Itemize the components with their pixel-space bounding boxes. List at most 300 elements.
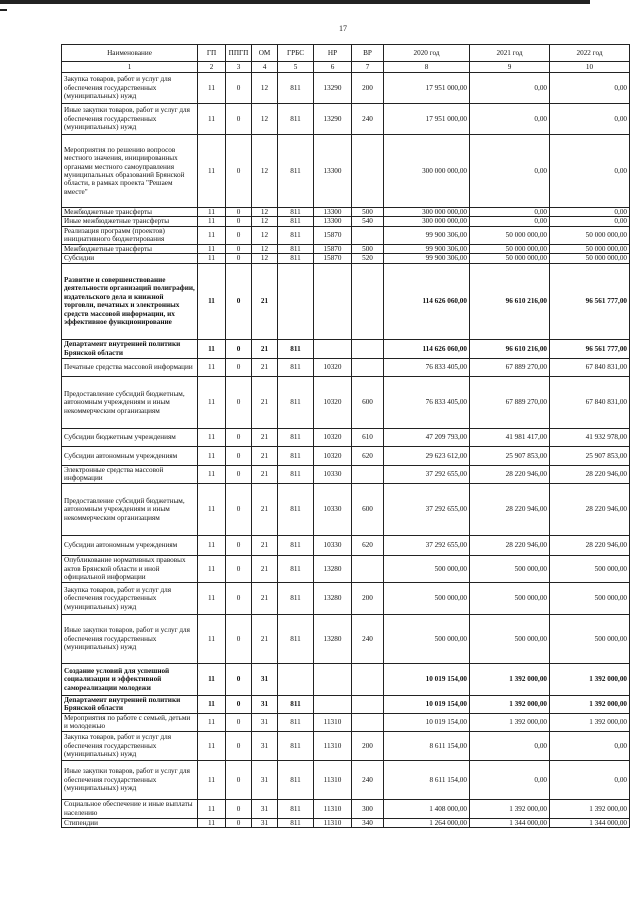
header-index-cell: 3 [226, 62, 252, 73]
row-ppgp-cell: 0 [226, 358, 252, 376]
row-grbs-cell: 811 [278, 339, 314, 358]
row-ppgp-cell: 0 [226, 226, 252, 244]
row-grbs-cell: 811 [278, 446, 314, 465]
row-name-cell: Иные межбюджетные трансферты [62, 217, 198, 226]
row-vr-cell [352, 555, 384, 582]
row-name-cell: Стипендии [62, 818, 198, 827]
row-ppgp-cell: 0 [226, 483, 252, 535]
row-name-cell: Иные закупки товаров, работ и услуг для обеспечения государственных (муниципальных) нужд [62, 104, 198, 135]
row-ppgp-cell: 0 [226, 244, 252, 253]
row-ppgp-cell: 0 [226, 555, 252, 582]
row-om-cell: 12 [252, 104, 278, 135]
row-2020-cell: 17 951 000,00 [384, 73, 470, 104]
row-ppgp-cell: 0 [226, 818, 252, 827]
header-name: Наименование [62, 45, 198, 62]
row-gp-cell: 11 [198, 208, 226, 217]
row-2020-cell: 37 292 655,00 [384, 465, 470, 483]
table-row [62, 135, 630, 208]
row-vr-cell [352, 663, 384, 695]
row-2021-cell: 67 889 270,00 [470, 376, 550, 428]
row-om-cell: 12 [252, 254, 278, 263]
row-name-cell: Электронные средства массовой информации [62, 465, 198, 483]
row-nr-cell [314, 339, 352, 358]
row-gp-cell: 11 [198, 226, 226, 244]
row-grbs-cell: 811 [278, 799, 314, 818]
row-om-cell: 21 [252, 263, 278, 339]
row-grbs-cell: 811 [278, 254, 314, 263]
row-2022-cell: 500 000,00 [550, 555, 630, 582]
row-grbs-cell: 811 [278, 713, 314, 731]
row-om-cell: 31 [252, 799, 278, 818]
row-name-cell: Печатные средства массовой информации [62, 358, 198, 376]
table-header-row [62, 45, 630, 62]
table-row [62, 760, 630, 799]
row-grbs-cell: 811 [278, 217, 314, 226]
row-name-cell: Предоставление субсидий бюджетным, автономным учреждениям и иным некоммерческим организациям [62, 483, 198, 535]
row-nr-cell: 13290 [314, 104, 352, 135]
row-vr-cell: 240 [352, 760, 384, 799]
table-row [62, 254, 630, 263]
row-name-cell: Межбюджетные трансферты [62, 208, 198, 217]
row-gp-cell: 11 [198, 555, 226, 582]
row-gp-cell: 11 [198, 799, 226, 818]
row-name-cell: Иные закупки товаров, работ и услуг для обеспечения государственных (муниципальных) нужд [62, 614, 198, 663]
row-2021-cell: 50 000 000,00 [470, 254, 550, 263]
table-row [62, 713, 630, 731]
row-ppgp-cell: 0 [226, 376, 252, 428]
row-nr-cell [314, 663, 352, 695]
row-2022-cell: 500 000,00 [550, 614, 630, 663]
row-2021-cell: 1 392 000,00 [470, 663, 550, 695]
row-grbs-cell: 811 [278, 358, 314, 376]
row-om-cell: 21 [252, 358, 278, 376]
row-om-cell: 21 [252, 555, 278, 582]
row-2020-cell: 10 019 154,00 [384, 695, 470, 713]
row-name-cell: Департамент внутренней политики Брянской области [62, 339, 198, 358]
row-name-cell: Реализация программ (проектов) инициативного бюджетирования [62, 226, 198, 244]
row-2020-cell: 10 019 154,00 [384, 663, 470, 695]
row-nr-cell: 11310 [314, 713, 352, 731]
row-vr-cell [352, 713, 384, 731]
row-ppgp-cell: 0 [226, 263, 252, 339]
table-row [62, 208, 630, 217]
row-2021-cell: 28 220 946,00 [470, 465, 550, 483]
header-index-cell: 1 [62, 62, 198, 73]
row-2021-cell: 1 344 000,00 [470, 818, 550, 827]
row-2020-cell: 47 209 793,00 [384, 428, 470, 446]
row-nr-cell: 13300 [314, 135, 352, 208]
row-nr-cell [314, 263, 352, 339]
row-ppgp-cell: 0 [226, 731, 252, 760]
row-nr-cell: 11310 [314, 731, 352, 760]
row-2021-cell: 0,00 [470, 73, 550, 104]
row-vr-cell: 520 [352, 254, 384, 263]
row-gp-cell: 11 [198, 446, 226, 465]
table-row [62, 818, 630, 827]
header-index-cell: 4 [252, 62, 278, 73]
row-2022-cell: 0,00 [550, 135, 630, 208]
row-grbs-cell: 811 [278, 731, 314, 760]
table-row [62, 73, 630, 104]
row-gp-cell: 11 [198, 135, 226, 208]
row-nr-cell: 10330 [314, 483, 352, 535]
row-gp-cell: 11 [198, 254, 226, 263]
row-ppgp-cell: 0 [226, 535, 252, 555]
row-gp-cell: 11 [198, 731, 226, 760]
row-om-cell: 31 [252, 713, 278, 731]
page-edge-mark [0, 9, 7, 11]
row-ppgp-cell: 0 [226, 614, 252, 663]
row-2022-cell: 28 220 946,00 [550, 465, 630, 483]
row-ppgp-cell: 0 [226, 713, 252, 731]
row-name-cell: Предоставление субсидий бюджетным, автономным учреждениям и иным некоммерческим организациям [62, 376, 198, 428]
row-gp-cell: 11 [198, 358, 226, 376]
table-row [62, 614, 630, 663]
table-row [62, 376, 630, 428]
row-vr-cell: 600 [352, 483, 384, 535]
row-2022-cell: 50 000 000,00 [550, 254, 630, 263]
table-row [62, 217, 630, 226]
row-2020-cell: 500 000,00 [384, 582, 470, 614]
row-2020-cell: 300 000 000,00 [384, 208, 470, 217]
row-2022-cell: 1 392 000,00 [550, 695, 630, 713]
row-vr-cell: 610 [352, 428, 384, 446]
row-2022-cell: 1 344 000,00 [550, 818, 630, 827]
row-2020-cell: 10 019 154,00 [384, 713, 470, 731]
row-om-cell: 21 [252, 446, 278, 465]
header-index-cell: 10 [550, 62, 630, 73]
row-2020-cell: 99 900 306,00 [384, 226, 470, 244]
row-gp-cell: 11 [198, 695, 226, 713]
row-ppgp-cell: 0 [226, 760, 252, 799]
header-om: ОМ [252, 45, 278, 62]
row-name-cell: Субсидии автономным учреждениям [62, 535, 198, 555]
row-name-cell: Социальное обеспечение и иные выплаты населению [62, 799, 198, 818]
row-nr-cell: 11310 [314, 818, 352, 827]
row-2022-cell: 0,00 [550, 208, 630, 217]
row-2021-cell: 0,00 [470, 104, 550, 135]
row-name-cell: Мероприятия по решению вопросов местного значения, инициированных органами местного самоуправления муниципальных образований Брянской области, в рамках проекта "Решаем вместе" [62, 135, 198, 208]
row-vr-cell [352, 263, 384, 339]
table-row [62, 582, 630, 614]
table-row [62, 226, 630, 244]
row-grbs-cell: 811 [278, 695, 314, 713]
table-row [62, 799, 630, 818]
row-nr-cell: 13280 [314, 555, 352, 582]
row-gp-cell: 11 [198, 339, 226, 358]
row-2020-cell: 76 833 405,00 [384, 358, 470, 376]
row-nr-cell: 13300 [314, 217, 352, 226]
row-grbs-cell: 811 [278, 535, 314, 555]
row-gp-cell: 11 [198, 465, 226, 483]
row-nr-cell: 13290 [314, 73, 352, 104]
row-2020-cell: 99 900 306,00 [384, 254, 470, 263]
row-grbs-cell: 811 [278, 582, 314, 614]
row-vr-cell: 200 [352, 73, 384, 104]
header-index-cell: 6 [314, 62, 352, 73]
row-gp-cell: 11 [198, 614, 226, 663]
row-name-cell: Опубликование нормативных правовых актов Брянской области и иной официальной информации [62, 555, 198, 582]
row-vr-cell: 340 [352, 818, 384, 827]
row-vr-cell: 200 [352, 731, 384, 760]
row-2022-cell: 0,00 [550, 104, 630, 135]
row-2022-cell: 28 220 946,00 [550, 483, 630, 535]
row-name-cell: Иные закупки товаров, работ и услуг для обеспечения государственных (муниципальных) нужд [62, 760, 198, 799]
header-vr: ВР [352, 45, 384, 62]
row-2022-cell: 1 392 000,00 [550, 663, 630, 695]
row-2021-cell: 25 907 853,00 [470, 446, 550, 465]
row-name-cell: Департамент внутренней политики Брянской области [62, 695, 198, 713]
row-nr-cell: 10320 [314, 376, 352, 428]
row-2020-cell: 114 626 060,00 [384, 263, 470, 339]
table-row [62, 483, 630, 535]
row-vr-cell: 240 [352, 614, 384, 663]
header-ppgp: ППГП [226, 45, 252, 62]
row-name-cell: Закупка товаров, работ и услуг для обеспечения государственных (муниципальных) нужд [62, 731, 198, 760]
row-om-cell: 21 [252, 614, 278, 663]
row-2020-cell: 1 408 000,00 [384, 799, 470, 818]
row-grbs-cell: 811 [278, 73, 314, 104]
row-vr-cell: 600 [352, 376, 384, 428]
row-nr-cell: 11310 [314, 799, 352, 818]
table-row [62, 555, 630, 582]
row-vr-cell: 540 [352, 217, 384, 226]
row-2022-cell: 1 392 000,00 [550, 713, 630, 731]
table-header-index-row [62, 62, 630, 73]
row-ppgp-cell: 0 [226, 428, 252, 446]
row-2020-cell: 8 611 154,00 [384, 760, 470, 799]
row-nr-cell: 10320 [314, 358, 352, 376]
page-number: 17 [339, 24, 347, 33]
row-2022-cell: 67 840 831,00 [550, 376, 630, 428]
row-om-cell: 12 [252, 73, 278, 104]
row-gp-cell: 11 [198, 217, 226, 226]
row-2021-cell: 28 220 946,00 [470, 483, 550, 535]
row-name-cell: Развитие и совершенствование деятельности организаций полиграфии, издательского дела и книжной торговли, печатных и электронных средств массовой информации, их эффективное функционирование [62, 263, 198, 339]
row-2020-cell: 1 264 000,00 [384, 818, 470, 827]
row-nr-cell [314, 695, 352, 713]
row-name-cell: Создание условий для успешной социализации и эффективной самореализации молодежи [62, 663, 198, 695]
table-row [62, 428, 630, 446]
row-name-cell: Субсидии бюджетным учреждениям [62, 428, 198, 446]
row-2022-cell: 50 000 000,00 [550, 244, 630, 253]
row-gp-cell: 11 [198, 428, 226, 446]
row-ppgp-cell: 0 [226, 217, 252, 226]
row-2022-cell: 50 000 000,00 [550, 226, 630, 244]
row-2021-cell: 28 220 946,00 [470, 535, 550, 555]
row-2021-cell: 1 392 000,00 [470, 713, 550, 731]
row-2021-cell: 50 000 000,00 [470, 244, 550, 253]
row-2020-cell: 17 951 000,00 [384, 104, 470, 135]
header-2022: 2022 год [550, 45, 630, 62]
table-row [62, 263, 630, 339]
row-name-cell: Межбюджетные трансферты [62, 244, 198, 253]
row-vr-cell: 500 [352, 244, 384, 253]
row-vr-cell: 620 [352, 535, 384, 555]
row-grbs-cell: 811 [278, 614, 314, 663]
table-row [62, 244, 630, 253]
row-2020-cell: 300 000 000,00 [384, 135, 470, 208]
row-name-cell: Субсидии [62, 254, 198, 263]
row-2020-cell: 37 292 655,00 [384, 483, 470, 535]
row-gp-cell: 11 [198, 104, 226, 135]
row-gp-cell: 11 [198, 376, 226, 428]
row-vr-cell: 240 [352, 104, 384, 135]
page-top-border [0, 0, 640, 4]
row-2020-cell: 29 623 612,00 [384, 446, 470, 465]
row-vr-cell [352, 339, 384, 358]
row-nr-cell: 13300 [314, 208, 352, 217]
row-grbs-cell: 811 [278, 376, 314, 428]
row-om-cell: 12 [252, 244, 278, 253]
row-2022-cell: 0,00 [550, 760, 630, 799]
row-2022-cell: 1 392 000,00 [550, 799, 630, 818]
row-2021-cell: 96 610 216,00 [470, 263, 550, 339]
budget-table [61, 44, 630, 828]
row-2021-cell: 1 392 000,00 [470, 799, 550, 818]
row-2020-cell: 8 611 154,00 [384, 731, 470, 760]
row-name-cell: Закупка товаров, работ и услуг для обеспечения государственных (муниципальных) нужд [62, 582, 198, 614]
row-ppgp-cell: 0 [226, 208, 252, 217]
row-grbs-cell: 811 [278, 135, 314, 208]
row-om-cell: 31 [252, 760, 278, 799]
row-gp-cell: 11 [198, 483, 226, 535]
row-om-cell: 31 [252, 695, 278, 713]
row-nr-cell: 10320 [314, 428, 352, 446]
row-om-cell: 12 [252, 217, 278, 226]
row-gp-cell: 11 [198, 244, 226, 253]
row-vr-cell [352, 226, 384, 244]
row-gp-cell: 11 [198, 263, 226, 339]
table-row [62, 695, 630, 713]
row-2022-cell: 41 932 978,00 [550, 428, 630, 446]
row-gp-cell: 11 [198, 582, 226, 614]
row-nr-cell: 13280 [314, 614, 352, 663]
row-om-cell: 12 [252, 226, 278, 244]
row-2021-cell: 0,00 [470, 760, 550, 799]
row-ppgp-cell: 0 [226, 254, 252, 263]
row-nr-cell: 10330 [314, 535, 352, 555]
table-row [62, 339, 630, 358]
table-row [62, 446, 630, 465]
row-gp-cell: 11 [198, 73, 226, 104]
row-2022-cell: 0,00 [550, 217, 630, 226]
row-om-cell: 21 [252, 376, 278, 428]
row-vr-cell: 200 [352, 582, 384, 614]
row-2020-cell: 500 000,00 [384, 614, 470, 663]
row-2021-cell: 0,00 [470, 208, 550, 217]
row-2021-cell: 41 981 417,00 [470, 428, 550, 446]
row-2021-cell: 500 000,00 [470, 582, 550, 614]
row-vr-cell [352, 695, 384, 713]
row-nr-cell: 10320 [314, 446, 352, 465]
row-grbs-cell: 811 [278, 555, 314, 582]
row-ppgp-cell: 0 [226, 135, 252, 208]
row-grbs-cell: 811 [278, 465, 314, 483]
row-2021-cell: 0,00 [470, 217, 550, 226]
row-grbs-cell [278, 663, 314, 695]
row-grbs-cell: 811 [278, 760, 314, 799]
row-vr-cell [352, 135, 384, 208]
row-ppgp-cell: 0 [226, 695, 252, 713]
table-row [62, 535, 630, 555]
row-gp-cell: 11 [198, 713, 226, 731]
header-index-cell: 5 [278, 62, 314, 73]
row-gp-cell: 11 [198, 760, 226, 799]
row-nr-cell: 11310 [314, 760, 352, 799]
row-nr-cell: 15870 [314, 226, 352, 244]
row-grbs-cell: 811 [278, 104, 314, 135]
row-ppgp-cell: 0 [226, 339, 252, 358]
row-om-cell: 21 [252, 428, 278, 446]
header-index-cell: 8 [384, 62, 470, 73]
table-row [62, 358, 630, 376]
row-2021-cell: 500 000,00 [470, 555, 550, 582]
row-2020-cell: 114 626 060,00 [384, 339, 470, 358]
row-om-cell: 21 [252, 339, 278, 358]
row-om-cell: 21 [252, 535, 278, 555]
header-index-cell: 9 [470, 62, 550, 73]
row-2022-cell: 25 907 853,00 [550, 446, 630, 465]
row-2021-cell: 96 610 216,00 [470, 339, 550, 358]
row-ppgp-cell: 0 [226, 465, 252, 483]
header-index-cell: 7 [352, 62, 384, 73]
row-nr-cell: 10330 [314, 465, 352, 483]
row-2020-cell: 76 833 405,00 [384, 376, 470, 428]
row-nr-cell: 15870 [314, 244, 352, 253]
row-vr-cell [352, 465, 384, 483]
header-index-cell: 2 [198, 62, 226, 73]
row-ppgp-cell: 0 [226, 663, 252, 695]
table-body [62, 73, 630, 828]
row-grbs-cell: 811 [278, 244, 314, 253]
row-om-cell: 31 [252, 663, 278, 695]
table-row [62, 104, 630, 135]
table-row [62, 465, 630, 483]
row-om-cell: 12 [252, 208, 278, 217]
row-2022-cell: 0,00 [550, 731, 630, 760]
row-2021-cell: 0,00 [470, 731, 550, 760]
header-2021: 2021 год [470, 45, 550, 62]
row-om-cell: 21 [252, 465, 278, 483]
row-vr-cell: 620 [352, 446, 384, 465]
row-ppgp-cell: 0 [226, 446, 252, 465]
row-name-cell: Мероприятия по работе с семьей, детьми и молодежью [62, 713, 198, 731]
row-ppgp-cell: 0 [226, 799, 252, 818]
row-nr-cell: 13280 [314, 582, 352, 614]
row-grbs-cell: 811 [278, 818, 314, 827]
row-ppgp-cell: 0 [226, 73, 252, 104]
header-2020: 2020 год [384, 45, 470, 62]
row-2020-cell: 500 000,00 [384, 555, 470, 582]
row-2022-cell: 67 840 831,00 [550, 358, 630, 376]
row-om-cell: 31 [252, 818, 278, 827]
row-2022-cell: 96 561 777,00 [550, 339, 630, 358]
row-2022-cell: 500 000,00 [550, 582, 630, 614]
row-nr-cell: 15870 [314, 254, 352, 263]
table-row [62, 731, 630, 760]
row-vr-cell: 300 [352, 799, 384, 818]
row-gp-cell: 11 [198, 535, 226, 555]
row-grbs-cell: 811 [278, 428, 314, 446]
row-2020-cell: 37 292 655,00 [384, 535, 470, 555]
row-2020-cell: 99 900 306,00 [384, 244, 470, 253]
row-2021-cell: 500 000,00 [470, 614, 550, 663]
row-name-cell: Закупка товаров, работ и услуг для обеспечения государственных (муниципальных) нужд [62, 73, 198, 104]
row-gp-cell: 11 [198, 818, 226, 827]
row-2021-cell: 67 889 270,00 [470, 358, 550, 376]
header-nr: НР [314, 45, 352, 62]
